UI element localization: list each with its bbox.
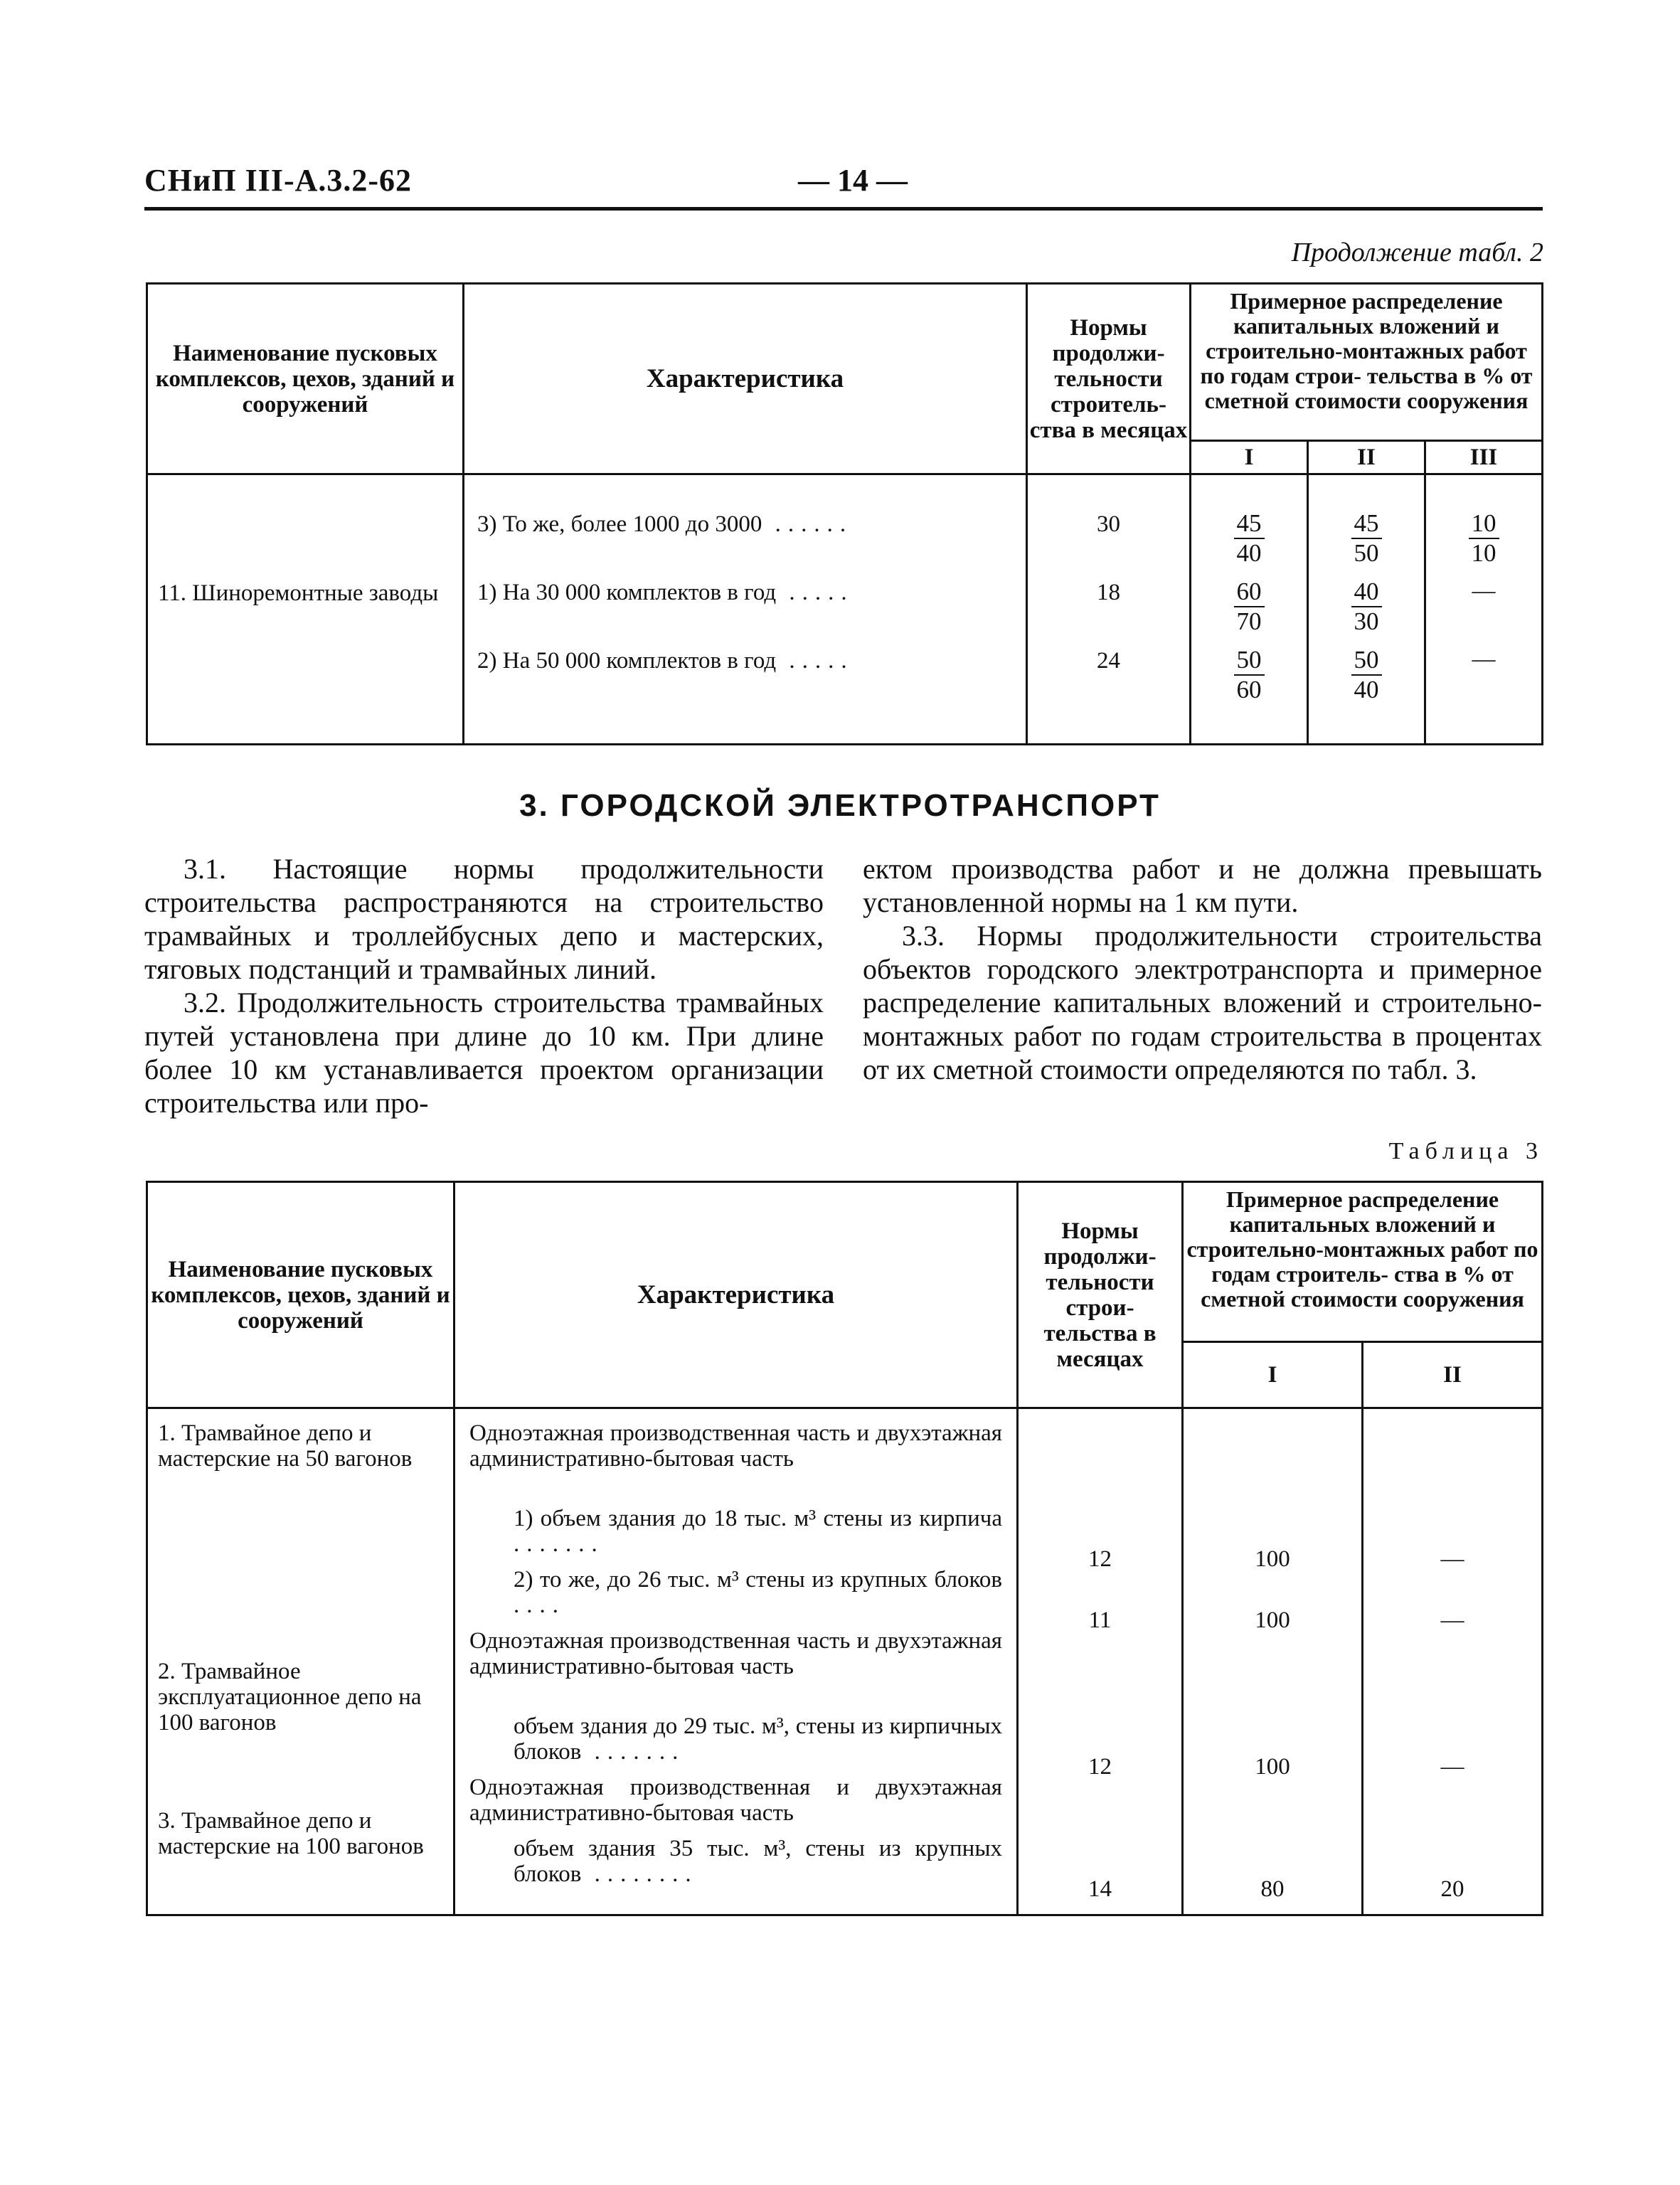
t3-group-1-intro: Одноэтажная производственная часть и двухэтажная административно-бытовая часть [469, 1420, 1002, 1472]
t3-months-cell [1018, 1408, 1183, 1915]
t3-year1-cell [1183, 1408, 1363, 1915]
header-rule [144, 207, 1543, 211]
t2-year-2: II [1308, 441, 1425, 474]
t2-months-cell [1027, 474, 1191, 745]
t2-year-3: III [1425, 441, 1543, 474]
t3-header-characteristic: Характеристика [454, 1182, 1018, 1408]
t2-year2-cell [1308, 474, 1425, 745]
t2-header-name: Наименование пусковых комплексов, цехов, зданий и сооружений [147, 284, 464, 474]
t2-name-cell [147, 474, 464, 745]
t3-g3-i1-y2: 20 [1440, 1876, 1464, 1902]
text-column-left [144, 852, 824, 1120]
t2-year3-cell [1425, 474, 1543, 745]
t3-characteristic-cell [454, 1408, 1018, 1915]
table-3-caption: Таблица 3 [1388, 1138, 1543, 1164]
document-code: СНиП III-А.3.2-62 [144, 163, 413, 198]
t3-group-2-item-1: объем здания до 29 тыс. м³, стены из кирпичных блоков ....... [514, 1713, 1002, 1765]
page-number: — 14 — [798, 163, 908, 198]
t2-row-3-characteristic: 2) На 50 000 комплектов в год ..... [477, 648, 854, 674]
t3-g1-i2-y2: — [1440, 1607, 1464, 1633]
paragraph-3-3: 3.3. Нормы продолжительности строительства объектов городского электротранспорта и примерное распределение капитальных вложений и строительно-монтажных работ по годам строительства в процентах от их сметной стоимости определяются по табл. 3. [863, 920, 1542, 1085]
t2-year-1: I [1191, 441, 1308, 474]
t2-header-characteristic: Характеристика [464, 284, 1027, 474]
t3-group-3-intro: Одноэтажная производственная и двухэтажная административно-бытовая часть [469, 1775, 1002, 1826]
t2-row-2-y1: $\frac{60}{70}$ [1234, 578, 1265, 636]
t3-g1-i1-y1: 100 [1255, 1546, 1290, 1572]
text-column-right [863, 852, 1542, 1086]
t3-g1-i1-months: 12 [1088, 1546, 1112, 1572]
t3-group-1-item-2: 2) то же, до 26 тыс. м³ стены из крупных блоков .... [514, 1567, 1002, 1618]
t2-row-2-y2: $\frac{40}{30}$ [1351, 578, 1382, 636]
t3-header-distribution: Примерное распределение капитальных вложений и строительно-монтажных работ по годам строитель- ства в % от сметной стоимости сооружения [1183, 1182, 1543, 1342]
paragraph-3-2: 3.2. Продолжительность строительства трамвайных путей установлена при длине до 10 км. При длине более 10 км устанавливается проектом организации строительства или про- [144, 987, 824, 1119]
t3-group-1-name: 1. Трамвайное депо и мастерские на 50 вагонов [158, 1420, 413, 1472]
t3-header-name: Наименование пусковых комплексов, цехов, зданий и сооружений [147, 1182, 454, 1408]
t2-row-1-y3: $\frac{10}{10}$ [1469, 509, 1499, 568]
t2-row-1-y1: $\frac{45}{40}$ [1234, 509, 1265, 568]
t3-year2-cell [1363, 1408, 1543, 1915]
t2-row-3-y3: — [1472, 647, 1496, 672]
t2-row-3-months: 24 [1097, 648, 1120, 674]
t2-year1-cell [1191, 474, 1308, 745]
t2-row-1-y2: $\frac{45}{50}$ [1351, 509, 1382, 568]
t3-group-1-item-1: 1) объем здания до 18 тыс. м³ стены из кирпича ....... [514, 1506, 1002, 1557]
t3-g1-i2-y1: 100 [1255, 1607, 1290, 1633]
t2-row-2-months: 18 [1097, 580, 1120, 605]
t3-g2-i1-y1: 100 [1255, 1754, 1290, 1780]
t3-group-3-item-1: объем здания 35 тыс. м³, стены из крупных блоков ........ [514, 1836, 1002, 1887]
t3-g2-i1-y2: — [1440, 1754, 1464, 1780]
section-title: 3. ГОРОДСКОЙ ЭЛЕКТРОТРАНСПОРТ [519, 788, 1161, 823]
t3-group-2-name: 2. Трамвайное эксплуатационное депо на 100 вагонов [158, 1659, 422, 1735]
table-continuation-note: Продолжение табл. 2 [1291, 238, 1543, 267]
t2-row-1-characteristic: 3) То же, более 1000 до 3000 ...... [477, 511, 854, 537]
t2-header-norms: Нормы продолжи- тельности строитель- ства в месяцах [1027, 284, 1191, 474]
t2-row-name: 11. Шиноремонтные заводы [158, 580, 439, 606]
t3-header-norms: Нормы продолжи- тельности строи- тельства в месяцах [1018, 1182, 1183, 1408]
t2-header-distribution: Примерное распределение капитальных вложений и строительно-монтажных работ по годам строи- тельства в % от сметной стоимости сооружения [1191, 284, 1543, 441]
t3-name-cell [147, 1408, 454, 1915]
table-2 [146, 282, 1543, 745]
t3-g3-i1-months: 14 [1088, 1876, 1112, 1902]
paragraph-3-1: 3.1. Настоящие нормы продолжительности строительства распространяются на строительство трамвайных и троллейбусных депо и мастерских, тяговых подстанций и трамвайных линий. [144, 853, 824, 985]
t3-g1-i2-months: 11 [1088, 1607, 1112, 1633]
t2-characteristic-cell [464, 474, 1027, 745]
t3-g1-i1-y2: — [1440, 1546, 1464, 1572]
t2-row-3-y2: $\frac{50}{40}$ [1351, 646, 1382, 704]
t2-row-1-months: 30 [1097, 511, 1120, 537]
t2-row-3-y1: $\frac{50}{60}$ [1234, 646, 1265, 704]
table-3 [146, 1181, 1543, 1916]
t3-group-2-intro: Одноэтажная производственная часть и двухэтажная административно-бытовая часть [469, 1628, 1002, 1679]
t2-row-2-characteristic: 1) На 30 000 комплектов в год ..... [477, 580, 854, 605]
t3-g2-i1-months: 12 [1088, 1754, 1112, 1780]
t3-year-2: II [1363, 1342, 1543, 1408]
t2-row-2-y3: — [1472, 578, 1496, 604]
t3-g3-i1-y1: 80 [1260, 1876, 1285, 1902]
paragraph-3-2-continued: ектом производства работ и не должна превышать установленной нормы на 1 км пути. [863, 853, 1542, 918]
t3-year-1: I [1183, 1342, 1363, 1408]
t3-group-3-name: 3. Трамвайное депо и мастерские на 100 вагонов [158, 1808, 424, 1859]
